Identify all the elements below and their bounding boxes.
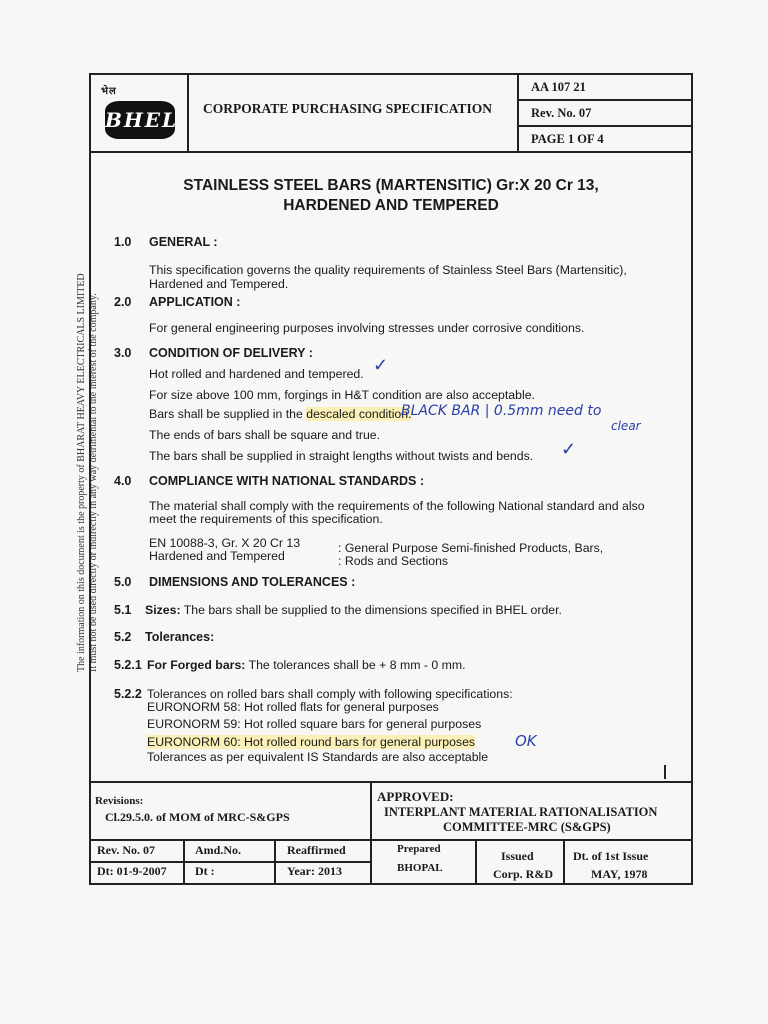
rolled-line-1: Tolerances on rolled bars shall comply with following specifications: xyxy=(147,687,513,701)
standard-code: EN 10088-3, Gr. X 20 Cr 13 xyxy=(149,536,301,550)
handwritten-note-2: clear xyxy=(611,419,641,433)
delivery-line-1: Hot rolled and hardened and tempered. xyxy=(149,367,364,381)
general-text-1: This specification governs the quality requirements of Stainless Steel Bars (Martensitic), xyxy=(149,263,627,277)
issue-date-cell: MAY, 1978 xyxy=(591,867,648,881)
section-heading: APPLICATION : xyxy=(149,295,241,309)
section-application xyxy=(91,295,691,335)
sizes-heading: Sizes: xyxy=(145,603,181,617)
section-heading: CONDITION OF DELIVERY : xyxy=(149,346,313,360)
revisions-label: Revisions: xyxy=(95,795,144,807)
footer-row-divider xyxy=(91,861,370,863)
section-number: 5.0 xyxy=(114,575,132,589)
delivery-line-4: The ends of bars shall be square and true. xyxy=(149,428,381,442)
footer-vline xyxy=(370,781,372,883)
revision-bar-mark xyxy=(664,765,666,779)
confidentiality-line-1: The information on this document is the property of BHARAT HEAVY ELECTRICALS LIMITED xyxy=(76,273,87,672)
doc-number: AA 107 21 xyxy=(519,75,691,101)
section-number: 5.2.1 xyxy=(114,658,142,672)
header-title: CORPORATE PURCHASING SPECIFICATION xyxy=(203,101,493,116)
general-text-2: Hardened and Tempered. xyxy=(149,277,289,291)
forged-text xyxy=(147,658,687,672)
corp-cell: Corp. R&D xyxy=(493,867,553,881)
footer-vline xyxy=(183,839,185,883)
approved-line-2: COMMITTEE-MRC (S&GPS) xyxy=(443,820,611,834)
delivery-line-2: For size above 100 mm, forgings in H&T condition are also acceptable. xyxy=(149,388,535,402)
standard-desc-1: : General Purpose Semi-finished Products, Bars, xyxy=(338,541,604,555)
section-heading: Tolerances: xyxy=(145,630,215,644)
highlighted-descaled: descaled condition. xyxy=(306,407,412,421)
forged-body: The tolerances shall be + 8 mm - 0 mm. xyxy=(245,658,466,672)
sizes-body: The bars shall be supplied to the dimensions specified in BHEL order. xyxy=(180,603,562,617)
logo-mark xyxy=(105,101,179,139)
rolled-line-3: EURONORM 59: Hot rolled square bars for general purposes xyxy=(147,717,482,731)
footer-vline xyxy=(563,839,565,883)
section-number: 5.2.2 xyxy=(114,687,142,701)
section-sizes xyxy=(91,603,691,623)
section-number: 5.1 xyxy=(114,603,132,617)
section-condition-of-delivery xyxy=(91,346,691,466)
check-mark-icon: ✓ xyxy=(373,355,389,375)
section-heading: GENERAL : xyxy=(149,235,218,249)
approved-line-1: INTERPLANT MATERIAL RATIONALISATION xyxy=(384,805,658,819)
issued-cell: Issued xyxy=(501,849,534,863)
bhel-logo xyxy=(91,75,189,153)
revision-number: Rev. No. 07 xyxy=(519,101,691,127)
revisions-text: Cl.29.5.0. of MOM of MRC-S&GPS xyxy=(105,810,290,824)
handwritten-note-1: BLACK BAR | 0.5mm need to xyxy=(401,403,602,419)
footer-top-divider xyxy=(91,781,691,783)
logo-hindi-text: भेल xyxy=(101,86,117,97)
date-2-cell: Dt : xyxy=(195,864,215,878)
header-divider xyxy=(91,151,691,153)
sizes-text xyxy=(145,603,685,617)
footer-vline xyxy=(274,839,276,883)
approved-label: APPROVED: xyxy=(377,789,454,804)
application-text: For general engineering purposes involving stresses under corrosive conditions. xyxy=(149,321,585,335)
page-number: PAGE 1 OF 4 xyxy=(531,132,604,146)
section-general xyxy=(91,235,691,295)
document-title-line-2: HARDENED AND TEMPERED xyxy=(283,197,499,214)
bhopal-cell: BHOPAL xyxy=(397,862,443,874)
document-title-line-1: STAINLESS STEEL BARS (MARTENSITIC) Gr:X 20 Cr 13, xyxy=(183,177,599,194)
section-number: 1.0 xyxy=(114,235,132,249)
section-number: 3.0 xyxy=(114,346,132,360)
specification-page xyxy=(89,73,693,885)
logo-mark-text: BHEL xyxy=(105,108,179,132)
header-title-cell xyxy=(189,75,519,153)
highlighted-euronorm-60: EURONORM 60: Hot rolled round bars for general purposes xyxy=(147,735,476,749)
section-number: 5.2 xyxy=(114,630,132,644)
section-number: 4.0 xyxy=(114,474,132,488)
reaffirmed-cell: Reaffirmed xyxy=(287,843,346,857)
prepared-cell: Prepared xyxy=(397,843,441,855)
footer-mid-divider xyxy=(91,839,691,841)
rolled-line-2: EURONORM 58: Hot rolled flats for general purposes xyxy=(147,700,439,714)
delivery-line-3a: Bars shall be supplied in the xyxy=(149,407,307,421)
check-mark-icon: ✓ xyxy=(561,439,577,459)
year-cell: Year: 2013 xyxy=(287,864,342,878)
date-cell: Dt: 01-9-2007 xyxy=(97,864,167,878)
section-number: 2.0 xyxy=(114,295,132,309)
compliance-text-2: meet the requirements of this specification. xyxy=(149,512,383,526)
header-meta xyxy=(519,75,691,153)
rolled-line-4 xyxy=(147,735,475,749)
document-title xyxy=(151,176,631,216)
footer-vline xyxy=(475,839,477,883)
rolled-line-5: Tolerances as per equivalent IS Standards are also acceptable xyxy=(147,750,489,764)
standard-condition: Hardened and Tempered xyxy=(149,549,285,563)
compliance-text-1: The material shall comply with the requirements of the following National standard and also xyxy=(149,499,645,513)
first-issue-cell: Dt. of 1st Issue xyxy=(573,849,649,863)
section-compliance xyxy=(91,474,691,574)
forged-heading: For Forged bars: xyxy=(147,658,246,672)
section-forged-bars xyxy=(91,658,691,678)
section-heading: COMPLIANCE WITH NATIONAL STANDARDS : xyxy=(149,474,424,488)
section-heading: DIMENSIONS AND TOLERANCES : xyxy=(149,575,356,589)
confidentiality-line-2: It must not be used directly or indirectly in any way detrimental to the interest of the company. xyxy=(88,293,99,672)
handwritten-ok: OK xyxy=(515,732,537,750)
rev-no-cell: Rev. No. 07 xyxy=(97,843,155,857)
section-rolled-bars xyxy=(91,687,691,767)
delivery-line-5: The bars shall be supplied in straight lengths without twists and bends. xyxy=(149,449,534,463)
section-dimensions xyxy=(91,575,691,595)
section-tolerances xyxy=(91,630,691,650)
amd-no-cell: Amd.No. xyxy=(195,843,242,857)
standard-desc-2: : Rods and Sections xyxy=(338,554,449,568)
